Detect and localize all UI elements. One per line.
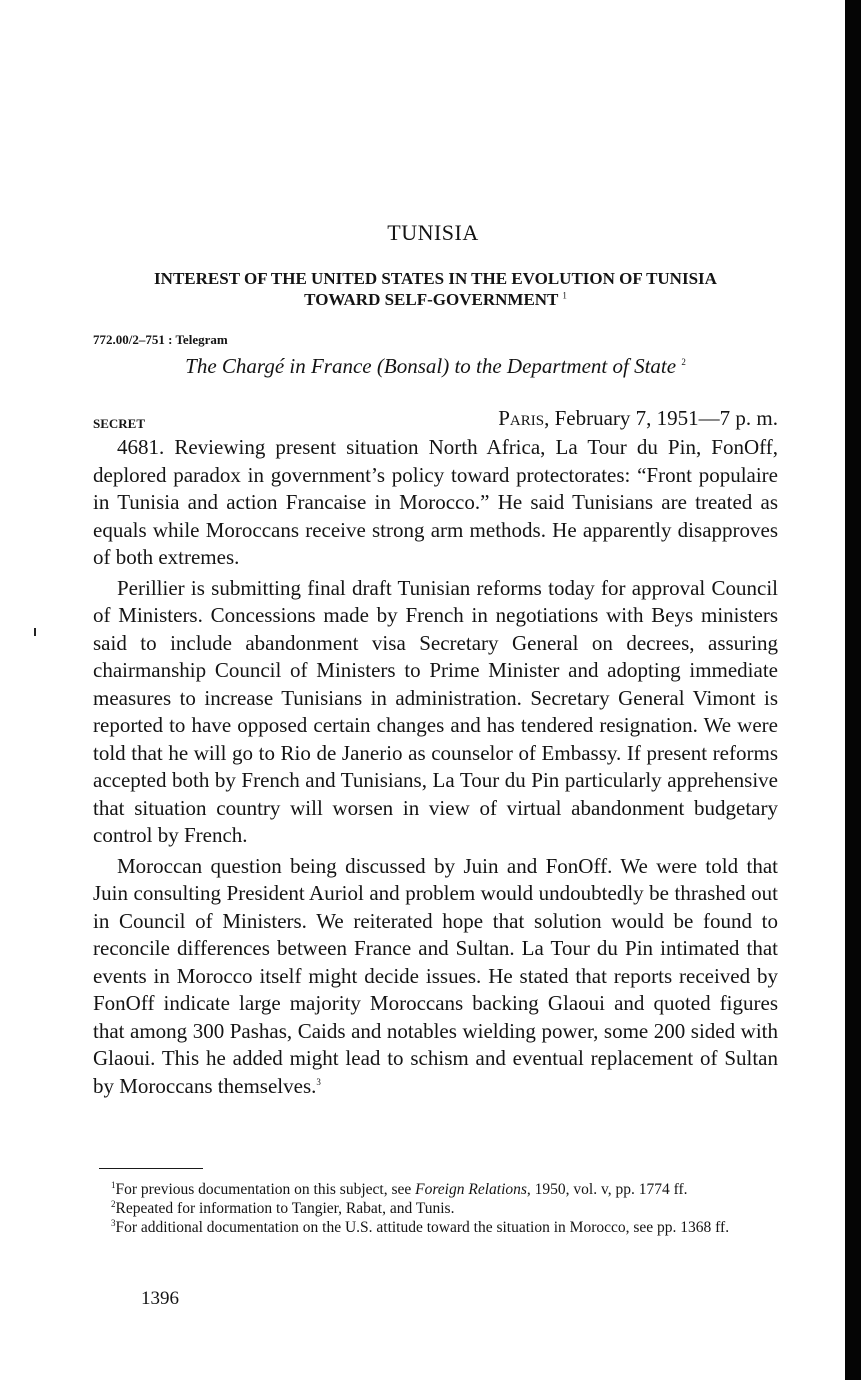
footnote-1-text-after: , 1950, vol. v, pp. 1774 ff. bbox=[526, 1181, 688, 1198]
footnote-ref-3: 3 bbox=[316, 1076, 321, 1087]
document-title bbox=[93, 354, 778, 379]
footnote-divider bbox=[99, 1168, 203, 1169]
section-title: TUNISIA bbox=[387, 220, 479, 245]
footnote-2-text: Repeated for information to Tangier, Rabat, and Tunis. bbox=[115, 1200, 455, 1217]
telegram-body bbox=[93, 434, 778, 1103]
heading-line-2-text: TOWARD SELF-GOVERNMENT bbox=[304, 290, 559, 309]
footnote-1-text-before: For previous documentation on this subject, see bbox=[115, 1181, 416, 1198]
paragraph-2: Perillier is submitting final draft Tunisian reforms today for approval Council of Ministers. Concessions made by French in negotiations with Beys ministers said to include abandonment visa Secretary General on decrees, assuring chairmanship Council of Ministers to Prime Minister and adopting immediate measures to increase Tunisians in administration. Secretary General Vimont is reported to have opposed certain changes and has tendered resignation. We were told that he will go to Rio de Janerio as counselor of Embassy. If present reforms accepted both by French and Tunisians, La Tour du Pin particularly apprehensive that situation country will worsen in view of virtual abandonment budgetary control by French. bbox=[93, 575, 778, 847]
footnote-2 bbox=[93, 1199, 778, 1218]
date-time: February 7, 1951—7 p. m. bbox=[554, 406, 778, 430]
footnotes bbox=[93, 1180, 778, 1237]
footnote-1-italic: Foreign Relations bbox=[415, 1181, 527, 1198]
footnote-3 bbox=[93, 1218, 778, 1237]
paragraph-1: 4681. Reviewing present situation North Africa, La Tour du Pin, FonOff, deplored paradox in government’s policy toward protectorates: “Front populaire in Tunisia and action Francaise in Morocco.” He said Tunisians are treated as equals while Moroccans receive strong arm methods. He apparently disapproves of both extremes. bbox=[93, 435, 778, 569]
page-edge-shadow bbox=[845, 0, 861, 1380]
document-title-text: The Chargé in France (Bonsal) to the Department of State bbox=[185, 354, 677, 378]
footnote-2-mark: 2 bbox=[111, 1198, 116, 1209]
paragraph-3-text: Moroccan question being discussed by Juin and FonOff. We were told that Juin consulting President Auriol and problem would undoubtedly be thrashed out in Council of Ministers. We reiterated hope that solution would be found to reconcile differences between France and Sultan. La Tour du Pin intimated that events in Morocco itself might decide issues. He stated that reports received by FonOff indicate large majority Moroccans backing Glaoui and quoted figures that among 300 Pashas, Caids and notables wielding power, some 200 sided with Glaoui. This he added might lead to schism and eventual replacement of Sultan by Moroccans themselves. bbox=[93, 853, 778, 1098]
margin-mark bbox=[34, 628, 36, 636]
telegram-header bbox=[93, 406, 778, 434]
place: Paris, bbox=[498, 406, 550, 430]
footnote-ref-2: 2 bbox=[681, 357, 686, 367]
footnote-ref-1: 1 bbox=[562, 290, 567, 301]
footnote-3-text: For additional documentation on the U.S. attitude toward the situation in Morocco, see pp. 1368 ff. bbox=[115, 1219, 730, 1236]
classification-label: SECRET bbox=[93, 416, 146, 431]
footnote-1-mark: 1 bbox=[111, 1179, 116, 1190]
heading-line-1: INTEREST OF THE UNITED STATES IN THE EVOLUTION OF TUNISIA bbox=[154, 269, 717, 288]
page-number: 1396 bbox=[141, 1288, 179, 1309]
file-number: 772.00/2–751 : Telegram bbox=[93, 332, 228, 347]
footnote-1 bbox=[93, 1180, 778, 1199]
paragraph-3 bbox=[93, 853, 778, 1101]
heading-line-2 bbox=[93, 289, 778, 310]
document-heading bbox=[93, 268, 778, 310]
place-and-date bbox=[498, 406, 778, 431]
footnote-3-mark: 3 bbox=[111, 1217, 116, 1228]
